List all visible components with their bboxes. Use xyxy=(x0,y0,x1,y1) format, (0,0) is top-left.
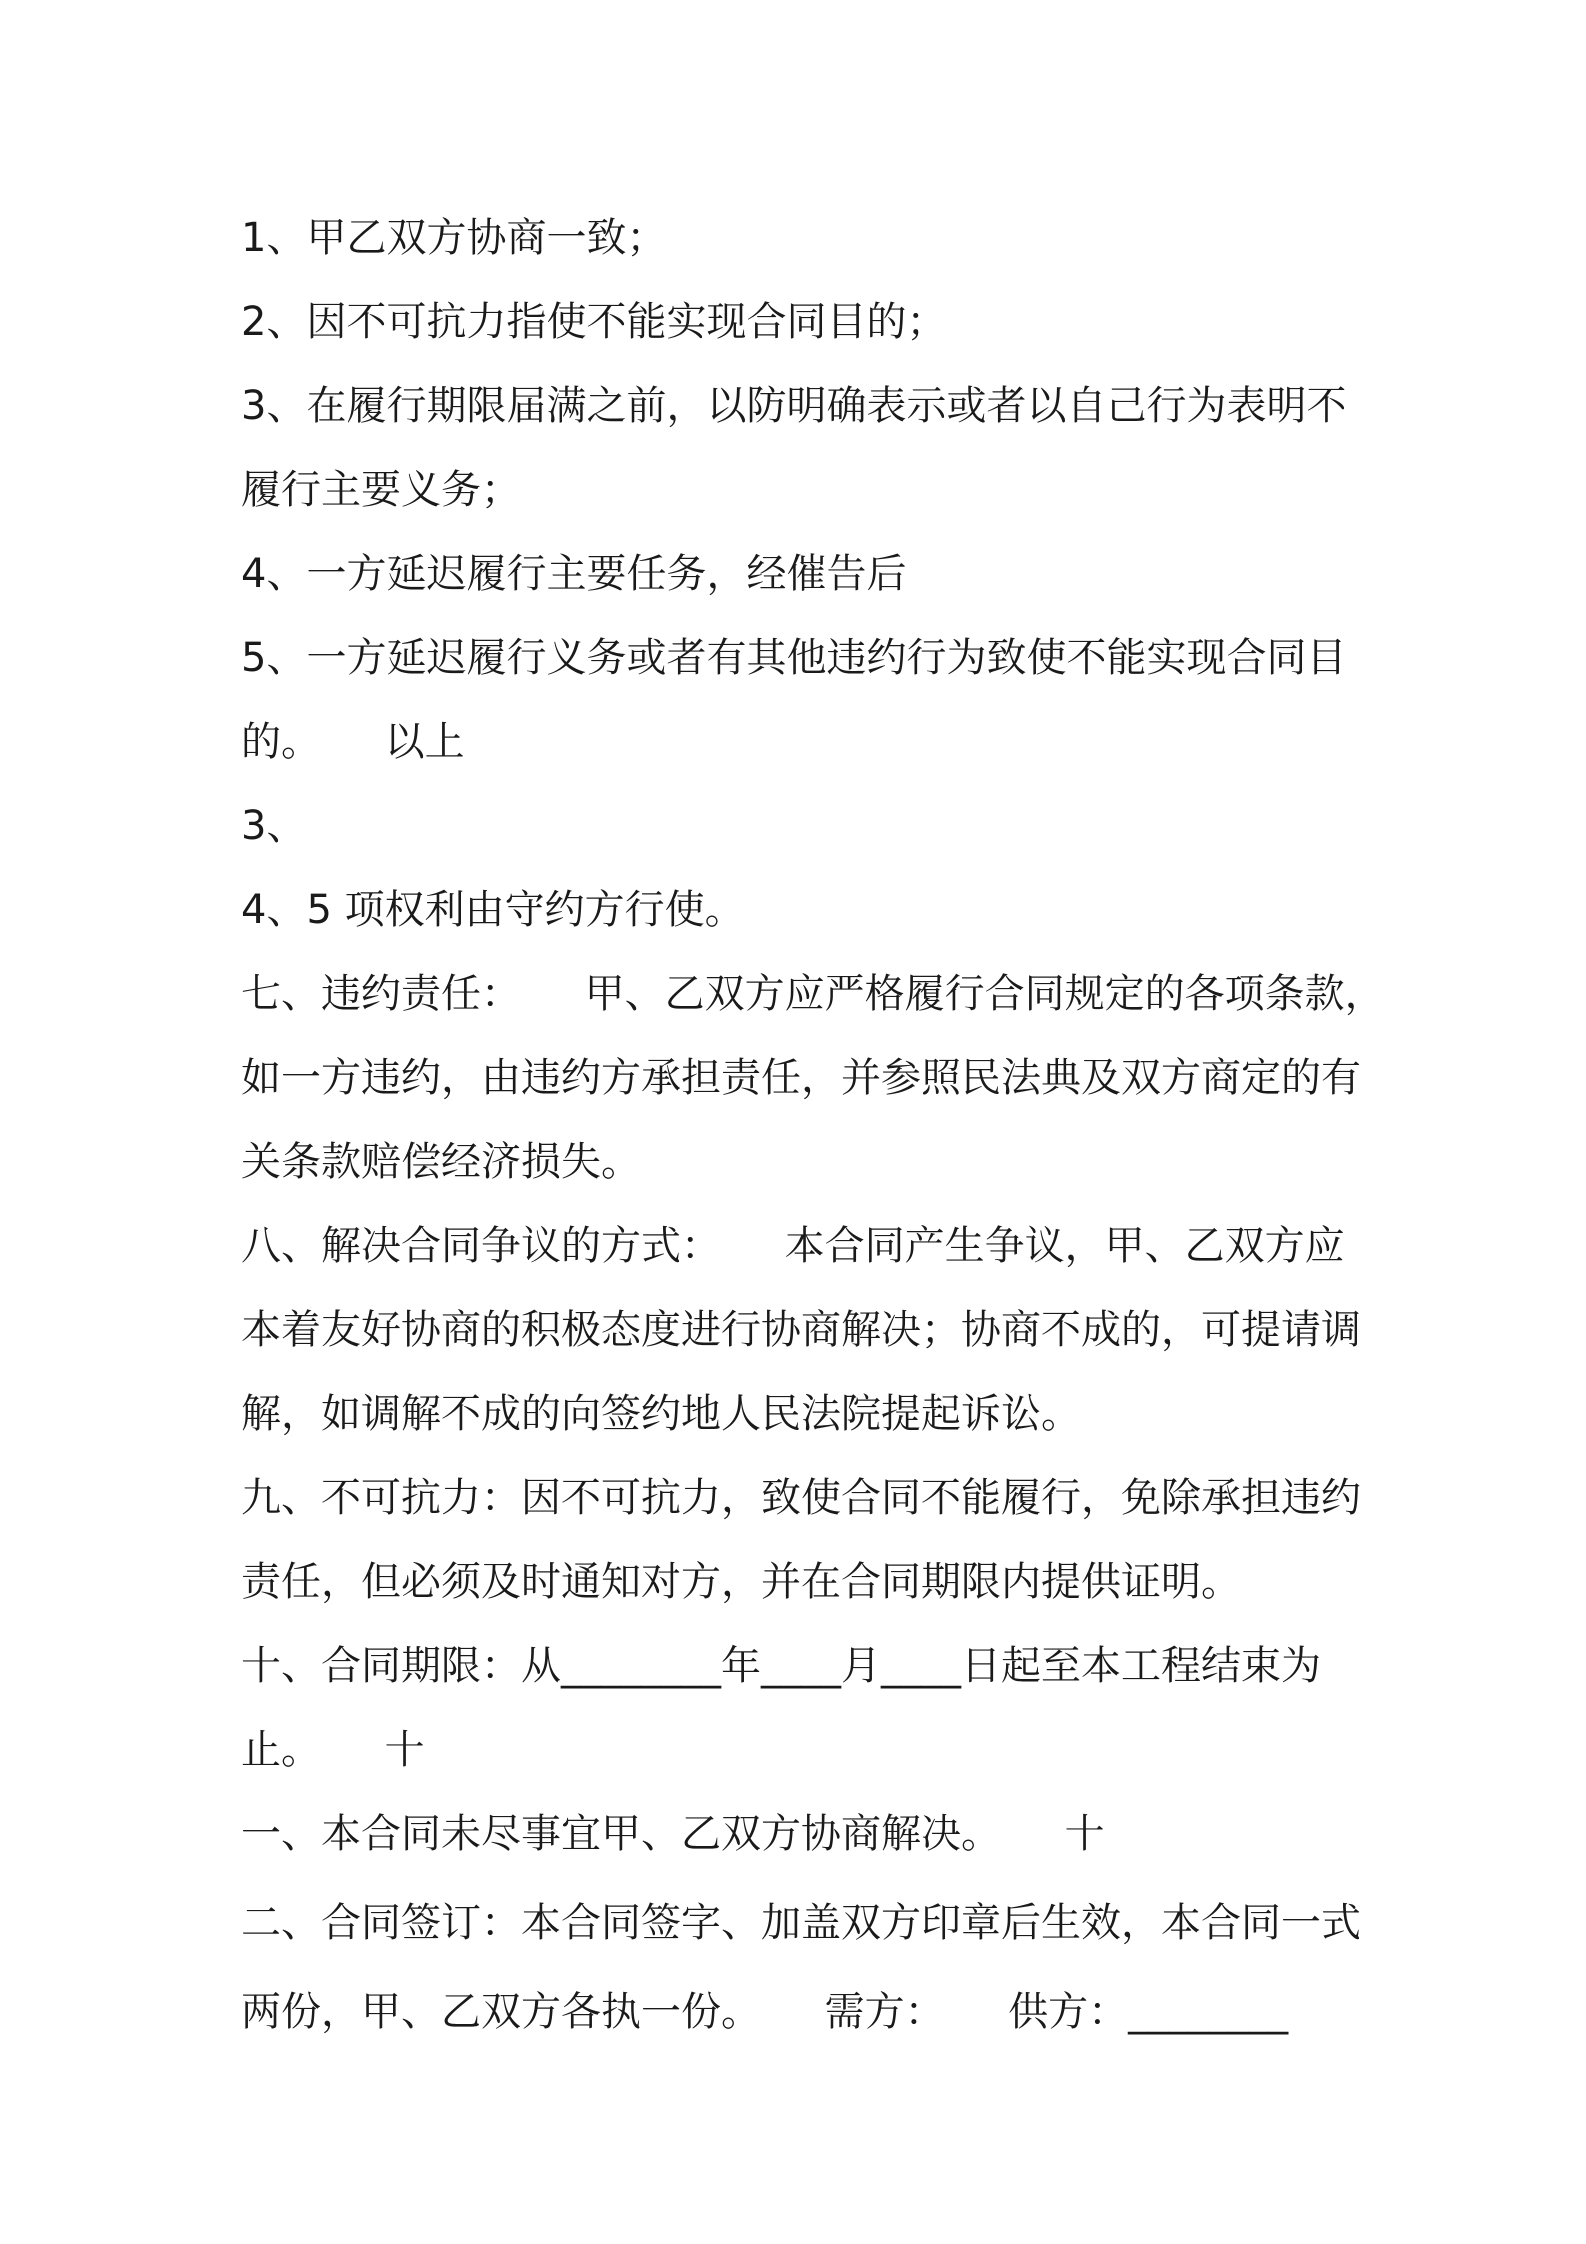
text-line-12: 关条款赔偿经济损失。 xyxy=(241,1139,641,1185)
text-line-1: 1、甲乙双方协商一致； xyxy=(241,215,667,261)
text-line-17: 责任，但必须及时通知对方，并在合同期限内提供证明。 xyxy=(241,1559,1241,1605)
text-line-16: 九、不可抗力：因不可抗力，致使合同不能履行，免除承担违约 xyxy=(241,1475,1361,1521)
text-line-20: 一、本合同未尽事宜甲、乙双方协商解决。 十 xyxy=(241,1811,1105,1857)
text-line-8: 3、 xyxy=(241,803,307,849)
text-line-18: 十、合同期限：从________年____月____日起至本工程结束为 xyxy=(241,1643,1321,1689)
text-line-15: 解，如调解不成的向签约地人民法院提起诉讼。 xyxy=(241,1391,1081,1437)
text-line-11: 如一方违约，由违约方承担责任，并参照民法典及双方商定的有 xyxy=(241,1055,1361,1101)
contract-text-block xyxy=(241,196,1385,2054)
text-line-6: 5、一方延迟履行义务或者有其他违约行为致使不能实现合同目 xyxy=(241,635,1347,681)
text-line-22: 两份，甲、乙双方各执一份。 需方： 供方：________ xyxy=(241,1989,1289,2035)
text-line-4: 履行主要义务； xyxy=(241,467,521,513)
text-line-9: 4、5 项权利由守约方行使。 xyxy=(241,887,745,933)
text-line-7: 的。 以上 xyxy=(241,719,465,765)
text-line-21: 二、合同签订：本合同签字、加盖双方印章后生效，本合同一式 xyxy=(241,1900,1361,1946)
text-line-3: 3、在履行期限届满之前，以防明确表示或者以自己行为表明不 xyxy=(241,383,1347,429)
text-line-2: 2、因不可抗力指使不能实现合同目的； xyxy=(241,299,947,345)
text-line-19: 止。 十 xyxy=(241,1727,425,1773)
text-line-5: 4、一方延迟履行主要任务，经催告后 xyxy=(241,551,907,597)
text-line-14: 本着友好协商的积极态度进行协商解决；协商不成的，可提请调 xyxy=(241,1307,1361,1353)
text-line-13: 八、解决合同争议的方式： 本合同产生争议，甲、乙双方应 xyxy=(241,1223,1345,1269)
text-line-10: 七、违约责任： 甲、乙双方应严格履行合同规定的各项条款， xyxy=(241,971,1385,1017)
